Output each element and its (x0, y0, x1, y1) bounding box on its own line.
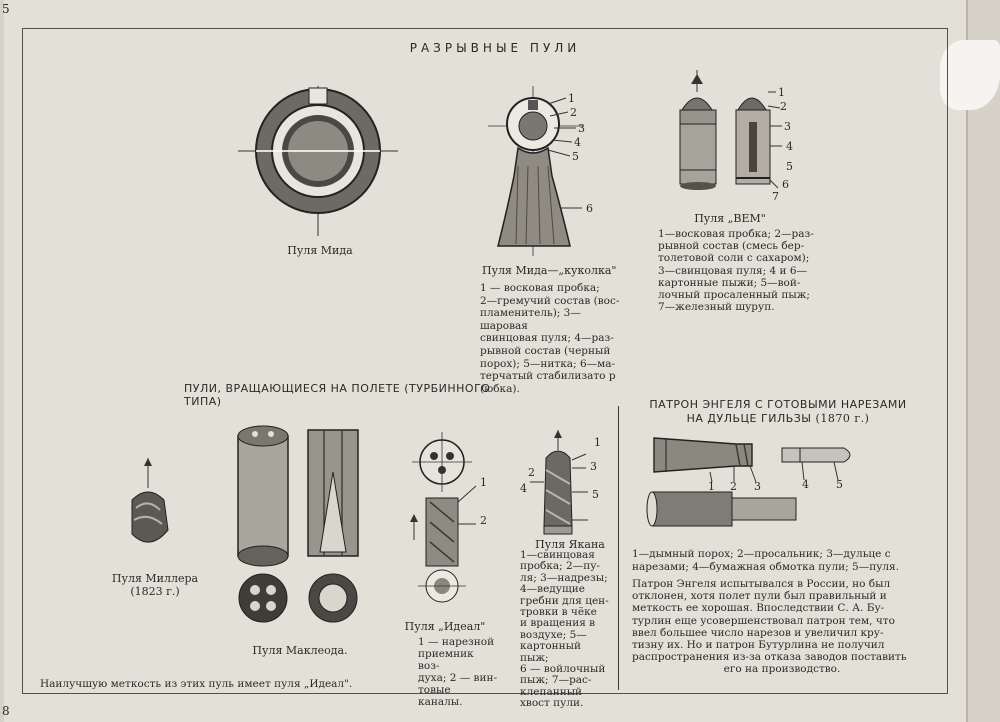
vem-label-7: 7 (772, 190, 779, 203)
mida-caption: Пуля Мида (287, 244, 353, 257)
yakan-legend-line: 6 — войлочный (520, 663, 606, 676)
page-number-bottom: 8 (2, 704, 10, 718)
engel-title-line (628, 412, 928, 426)
kukolka-legend-line: пламенитель); 3—шаровая (480, 307, 581, 332)
kukolka-legend-line: свинцовая пуля; 4—раз- (480, 332, 614, 345)
engel-label-5: 5 (836, 478, 843, 491)
kukolka-legend-line: 1 — восковая пробка; (480, 282, 600, 294)
engel-legend-line: 1—дымный порох; 2—просальник; 3—дульце с (632, 548, 891, 560)
kukolka-label-5: 5 (572, 150, 579, 163)
yakan-label-1: 1 (594, 436, 601, 449)
engel-title-line-2: НА ДУЛЬЦЕ ГИЛЬЗЫ (686, 412, 812, 425)
page-number-top: 5 (2, 2, 10, 16)
kukolka-legend-line: 2—гремучий состав (вос- (480, 294, 620, 307)
engel-label-1: 1 (708, 480, 715, 493)
ideal-legend-line: товые каналы. (418, 684, 463, 708)
footer-note: Наилучшую меткость из этих пуль имеет пуля „Идеал". (40, 678, 353, 690)
kukolka-label-4: 4 (574, 136, 581, 149)
kukolka-label-1: 1 (568, 92, 575, 105)
engel-label-3: 3 (754, 480, 761, 493)
vem-legend-line: толетовой соли с сахаром); (658, 252, 810, 265)
vem-label-4: 4 (786, 140, 793, 153)
yakan-legend-line: 4—ведущие (520, 583, 585, 596)
yakan-legend-line: пыж; 7—рас- (520, 674, 592, 687)
engel-year: (1870 г.) (815, 412, 870, 425)
kukolka-label-6: 6 (586, 202, 593, 215)
engel-legend (632, 548, 932, 574)
engel-title-line: ПАТРОН ЭНГЕЛЯ С ГОТОВЫМИ НАРЕЗАМИ (649, 398, 907, 411)
miller-caption-line: (1823 г.) (130, 585, 180, 598)
ideal-bullet-figure (404, 428, 504, 618)
yakan-legend (520, 550, 612, 710)
kukolka-legend (480, 282, 620, 395)
miller-caption (100, 572, 210, 598)
vem-legend-line: картонные пыжи; 5—вой- (658, 276, 801, 289)
ideal-legend-line: духа; 2 — вин- (418, 672, 498, 684)
ideal-legend (418, 636, 498, 708)
ideal-label-2: 2 (480, 514, 487, 527)
vem-legend-line: лочный просаленный пыж; (658, 289, 810, 302)
engel-title (628, 398, 928, 426)
yakan-legend-line: картонный пыж; (520, 640, 582, 664)
yakan-legend-line: 1—свинцовая (520, 549, 595, 561)
yakan-label-4: 4 (520, 482, 527, 495)
engel-body-line: его на производство. (723, 663, 841, 676)
kukolka-legend-line: терчатый стабилизато р (480, 370, 616, 383)
engel-label-2: 2 (730, 480, 737, 493)
yakan-legend-line: ля; 3—надрезы; (520, 571, 608, 584)
vem-legend-line: 1—восковая пробка; 2—раз- (658, 228, 814, 240)
ideal-legend-line: приемник воз- (418, 648, 474, 672)
yakan-legend-line: хвост пули. (520, 697, 584, 710)
vem-label-5: 5 (786, 160, 793, 173)
ideal-caption: Пуля „Идеал" (404, 620, 486, 633)
macleod-caption: Пуля Маклеода. (252, 644, 348, 657)
kukolka-legend-line: (юбка). (480, 382, 520, 395)
vem-legend-line: рывной состав (смесь бер- (658, 240, 805, 253)
main-title: РАЗРЫВНЫЕ ПУЛИ (409, 41, 581, 55)
vem-label-3: 3 (784, 120, 791, 133)
yakan-legend-line: и вращения в (520, 617, 596, 630)
vem-legend-line: 7—железный шуруп. (658, 301, 775, 314)
vem-bullet-figure (672, 70, 792, 200)
yakan-legend-line: гребни для цен- (520, 594, 609, 607)
yakan-legend-line: клепанный (520, 685, 583, 698)
yakan-label-5: 5 (592, 488, 599, 501)
ideal-label-1: 1 (480, 476, 487, 489)
kukolka-label-2: 2 (570, 106, 577, 119)
vem-label-6: 6 (782, 178, 789, 191)
vem-caption: Пуля „ВЕМ" (694, 212, 766, 225)
yakan-label-2: 2 (528, 466, 535, 479)
vem-label-1: 1 (778, 86, 785, 99)
ideal-legend-line: 1 — нарезной (418, 636, 495, 648)
engel-body-line: тизну их. Но и патрон Бутурлина не получил (632, 639, 885, 652)
engel-label-4: 4 (802, 478, 809, 491)
engel-body-line: Патрон Энгеля испытывался в России, но был (632, 578, 891, 590)
kukolka-legend-line: рывной состав (черный (480, 344, 611, 357)
section-divider (618, 406, 619, 690)
mida-kukolka-figure (488, 86, 598, 256)
yakan-caption: Пуля Якана (535, 538, 605, 551)
engel-body-line: меткость ее хорошая. Впоследствии С. А. Бу- (632, 602, 885, 615)
kukolka-legend-line: порох); 5—нитка; 6—ма- (480, 357, 616, 370)
yakan-label-3: 3 (590, 460, 597, 473)
engel-body-line: отклонен, хотя полет пули был правильный и (632, 590, 887, 603)
mida-bullet-figure (238, 86, 408, 236)
engel-body-line: турлин еще усовершенствовал патрон тем, что (632, 614, 895, 627)
miller-bullet-figure (120, 458, 180, 558)
vem-legend-line: 3—свинцовая пуля; 4 и 6— (658, 264, 808, 277)
yakan-legend-line: воздухе; 5— (520, 628, 587, 641)
kukolka-label-3: 3 (578, 122, 585, 135)
engel-description (632, 578, 932, 676)
miller-caption-line: Пуля Миллера (111, 572, 199, 585)
yakan-legend-line: пробка; 2—пу- (520, 560, 600, 573)
kukolka-caption: Пуля Мида—„куколка" (482, 264, 617, 277)
engel-body-line: ввел большее число нарезов и увеличил кру- (632, 626, 884, 639)
engel-body-line: распространения из-за отказа заводов поставить (632, 651, 907, 664)
yakan-legend-line: тровки в чёке (520, 606, 597, 619)
engel-legend-line: нарезами; 4—бумажная обмотка пули; 5—пуля. (632, 561, 900, 573)
vem-legend (658, 228, 818, 313)
vem-label-2: 2 (780, 100, 787, 113)
turbine-section-title: ПУЛИ, ВРАЩАЮЩИЕСЯ НА ПОЛЕТЕ (ТУРБИННОГО ТИПА) (184, 382, 491, 408)
torn-corner (940, 40, 1000, 110)
macleod-bullet-figure (230, 422, 370, 632)
